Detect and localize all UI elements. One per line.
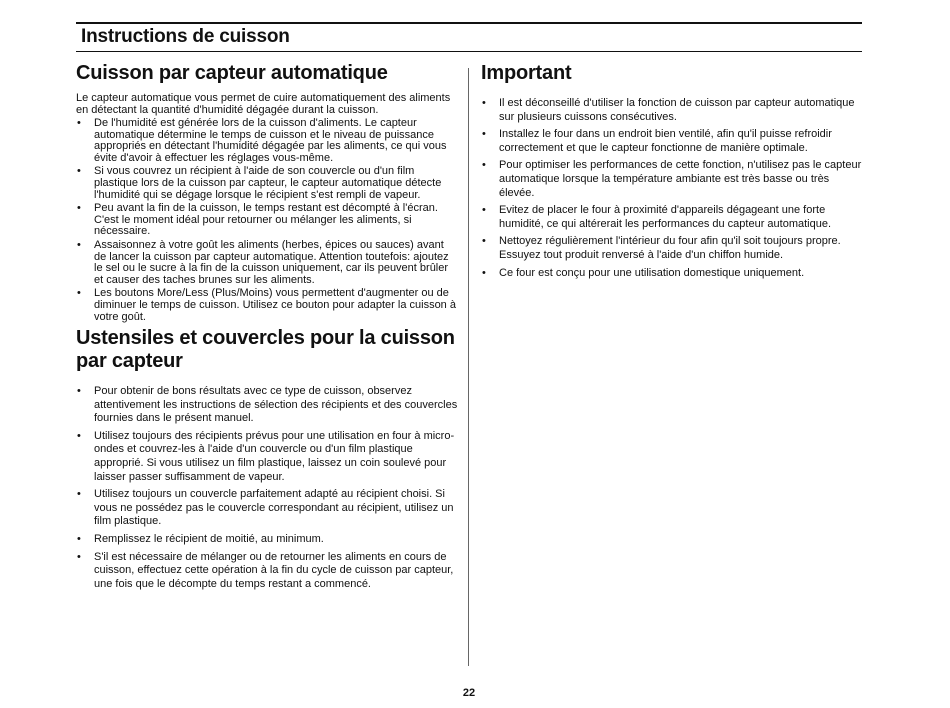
- list-item: [76, 430, 458, 484]
- section-heading: Ustensiles et couvercles pour la cuisson par capteur: [76, 327, 455, 373]
- bullet-icon: •: [482, 204, 486, 217]
- bullet-icon: •: [77, 533, 81, 546]
- list-item: [76, 533, 458, 547]
- bullet-icon: •: [77, 165, 81, 178]
- list-item: [76, 240, 458, 286]
- list-item-text: Pour optimiser les performances de cette fonction, n'utilisez pas le capteur automatique lorsque la température ambiante est très basse ou très élevée.: [499, 159, 862, 199]
- bullet-list: [481, 97, 866, 280]
- list-item: [76, 488, 458, 529]
- bullet-icon: •: [482, 128, 486, 141]
- bullet-icon: •: [482, 97, 486, 109]
- bullet-icon: •: [77, 429, 81, 442]
- list-item-text: S'il est nécessaire de mélanger ou de retourner les aliments en cours de cuisson, effectuez cette opération à la fin du cycle de cuisson par capteur, une fois que le décompte du temps restant a commencé.: [94, 550, 454, 590]
- list-item-text: De l'humidité est générée lors de la cuisson d'aliments. Le capteur automatique détermine le temps de cuisson et le niveau de puissance appropriés en détectant l'humidité dégagée par les aliments, ce qui vous évite d'avoir à effectuer les réglages vous-même.: [94, 117, 447, 164]
- list-item-text: Remplissez le récipient de moitié, au minimum.: [94, 533, 324, 546]
- section-heading-important: Important: [481, 62, 572, 84]
- bullet-icon: •: [77, 385, 81, 398]
- list-item: [76, 166, 458, 201]
- right-column: [481, 62, 866, 284]
- list-item-text: Ce four est conçu pour une utilisation domestique uniquement.: [499, 266, 805, 279]
- bullet-icon: •: [77, 287, 81, 300]
- section-intro: Le capteur automatique vous permet de cuire automatiquement des aliments en détectant la quantité d'humidité dégagée durant la cuisson.: [76, 92, 451, 116]
- section-sensor-cooking: [76, 62, 458, 323]
- bullet-icon: •: [77, 550, 81, 563]
- bullet-list: [76, 118, 458, 323]
- list-item-text: Nettoyez régulièrement l'intérieur du four afin qu'il soit toujours propre. Essuyez tout produit renversé à l'aide d'un chiffon humide.: [499, 235, 841, 261]
- list-item-text: Si vous couvrez un récipient à l'aide de son couvercle ou d'un film plastique lors de la cuisson par capteur, le capteur automatique détecte l'humidité qui se dégage lorsque le récipient s'est rempli de vapeur.: [94, 165, 442, 201]
- list-item: [481, 128, 866, 155]
- list-item-text: Assaisonnez à votre goût les aliments (herbes, épices ou sauces) avant de lancer la cuisson par capteur automatique. Attention toutefois: ajoutez le sel ou le sucre à la fin de la cuisson uniquement, car ils peuvent brûler et causer des taches brunes sur les aliments.: [94, 238, 449, 286]
- column-divider: [468, 68, 469, 666]
- list-item: [481, 159, 866, 200]
- list-item-text: Les boutons More/Less (Plus/Moins) vous permettent d'augmenter ou de diminuer le temps de cuisson. Utilisez ce bouton pour adapter la cuisson à votre goût.: [94, 287, 456, 323]
- list-item: [76, 385, 458, 426]
- list-item-text: Peu avant la fin de la cuisson, le temps restant est décompté à l'écran. C'est le moment idéal pour retourner ou mélanger les aliments, si nécessaire.: [94, 202, 438, 238]
- page-header-title: Instructions de cuisson: [81, 26, 290, 47]
- bullet-icon: •: [482, 235, 486, 248]
- list-item: [76, 551, 458, 592]
- bullet-icon: •: [482, 266, 486, 279]
- header-rule: [76, 51, 862, 52]
- bullet-icon: •: [77, 238, 81, 251]
- list-item: [481, 235, 866, 262]
- section-utensils-covers: [76, 327, 458, 591]
- bullet-icon: •: [77, 202, 81, 215]
- left-column: [76, 62, 458, 595]
- list-item-text: Il est déconseillé d'utiliser la fonction de cuisson par capteur automatique sur plusieurs cuissons consécutives.: [499, 97, 855, 123]
- list-item-text: Pour obtenir de bons résultats avec ce type de cuisson, observez attentivement les instructions de sélection des récipients et des couvercles fournies dans le présent manuel.: [94, 385, 458, 425]
- list-item: [481, 204, 866, 231]
- bullet-list: [76, 385, 458, 591]
- top-rule: [76, 22, 862, 24]
- list-item-text: Installez le four dans un endroit bien ventilé, afin qu'il puisse refroidir correctement et que le capteur fonctionne de manière optimale.: [499, 128, 832, 154]
- page-number: 22: [462, 687, 476, 699]
- list-item-text: Evitez de placer le four à proximité d'appareils dégageant une forte humidité, ce qui altérerait les performances du capteur automatique.: [499, 204, 832, 230]
- list-item: [76, 118, 458, 164]
- list-item-text: Utilisez toujours des récipients prévus pour une utilisation en four à micro-ondes et couvrez-les à l'aide d'un couvercle ou d'un film plastique approprié. Si vous utilisez un film plastique, laissez un coin soulevé pour laisser passer suffisamment de vapeur.: [94, 429, 455, 483]
- list-item: [76, 203, 458, 238]
- list-item-text: Utilisez toujours un couvercle parfaitement adapté au récipient choisi. Si vous ne possédez pas le couvercle correspondant au récipient, utilisez un film plastique.: [94, 488, 454, 528]
- bullet-icon: •: [482, 159, 486, 172]
- list-item: [481, 267, 866, 281]
- list-item: [76, 288, 458, 323]
- list-item: [481, 97, 866, 124]
- section-heading: Cuisson par capteur automatique: [76, 62, 388, 84]
- bullet-icon: •: [77, 117, 81, 129]
- bullet-icon: •: [77, 488, 81, 501]
